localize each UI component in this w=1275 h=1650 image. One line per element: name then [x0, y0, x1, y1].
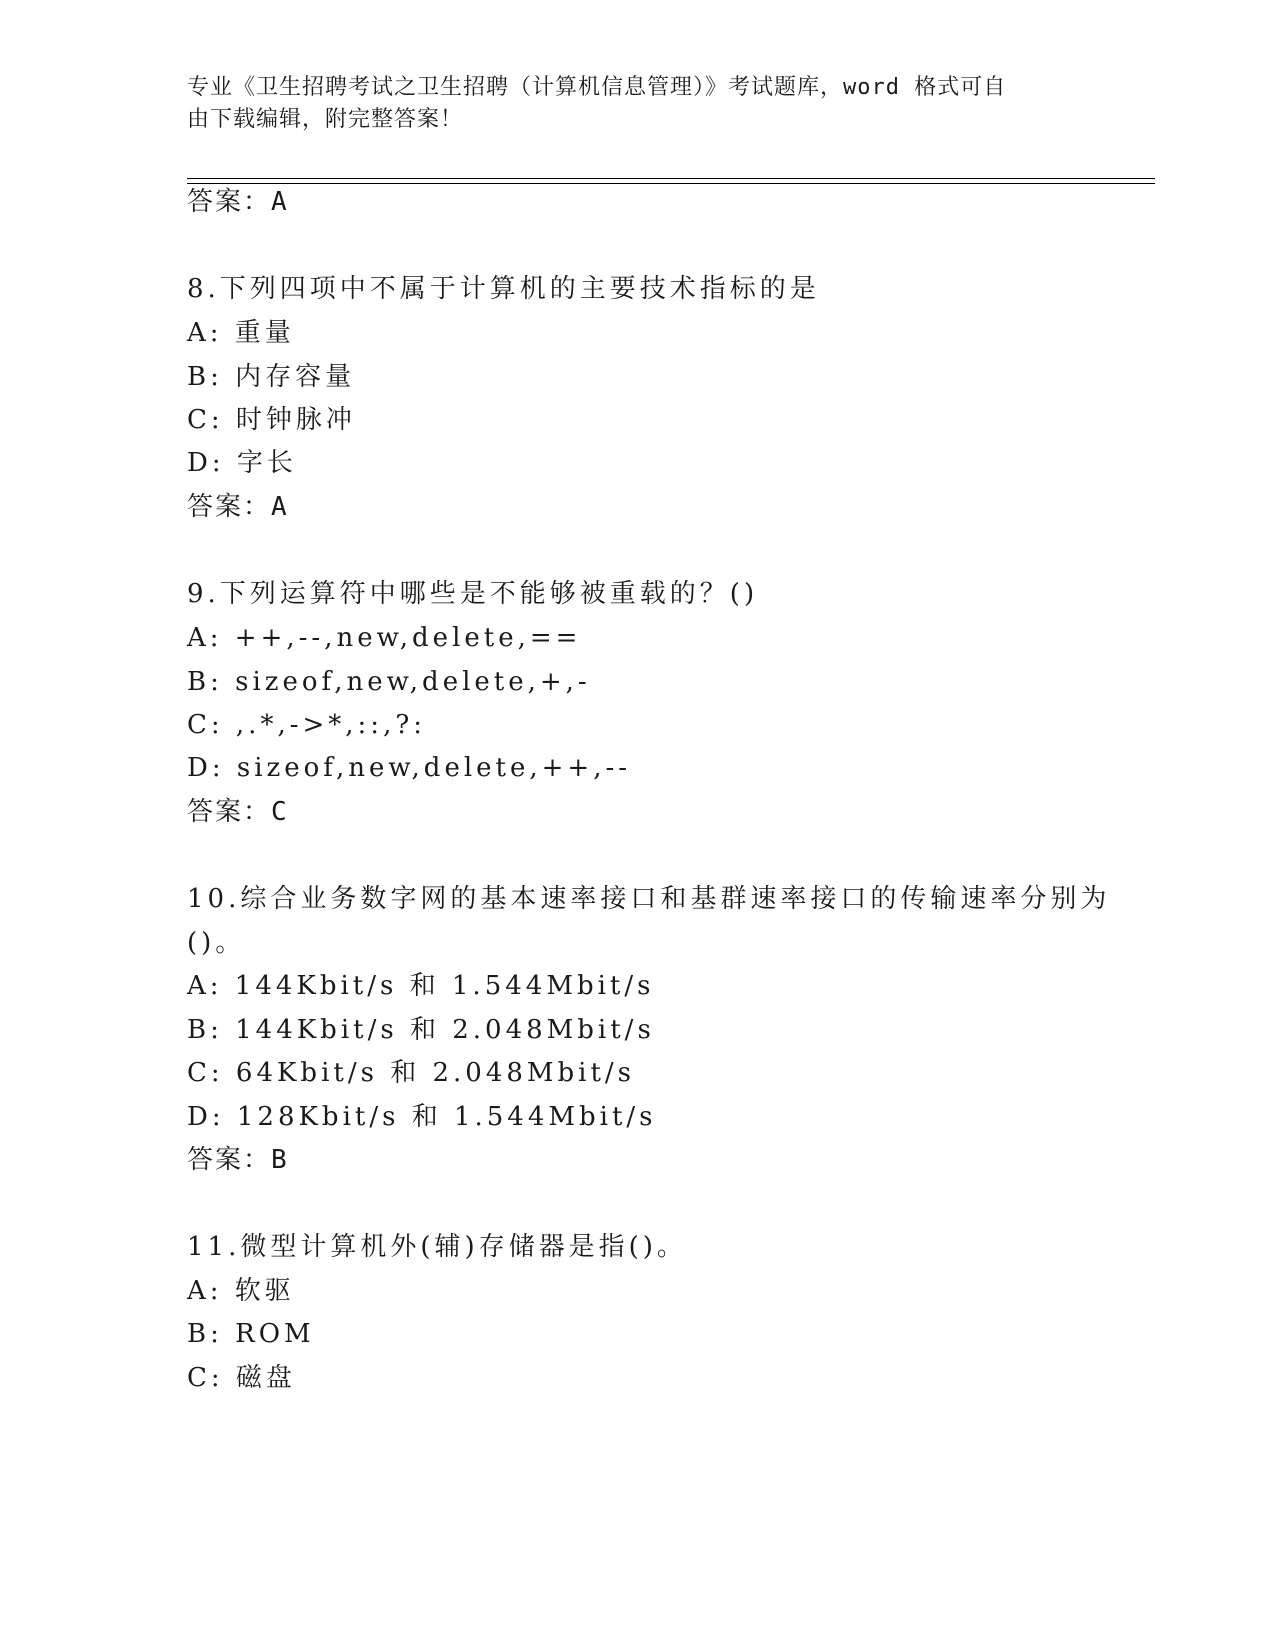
question-10-text: 10.综合业务数字网的基本速率接口和基群速率接口的传输速率分别为 — [187, 884, 1111, 914]
header-divider-top — [187, 178, 1155, 179]
question-10-option-c: C: 64Kbit/s 和 2.048Mbit/s — [187, 1058, 636, 1088]
answer-q9: 答案：C — [187, 797, 289, 827]
document-header-note — [187, 72, 1067, 136]
answer-q8: 答案：A — [187, 492, 289, 522]
question-8-option-c: C: 时钟脉冲 — [187, 405, 356, 435]
question-8-option-d: D: 字长 — [187, 448, 297, 478]
question-11-option-c: C: 磁盘 — [187, 1363, 296, 1393]
answer-q10: 答案：B — [187, 1145, 289, 1175]
question-11-text: 11.微型计算机外(辅)存储器是指()。 — [187, 1232, 687, 1262]
question-10-option-b: B: 144Kbit/s 和 2.048Mbit/s — [187, 1015, 655, 1045]
question-10-option-d: D: 128Kbit/s 和 1.544Mbit/s — [187, 1102, 657, 1132]
question-9-option-d: D: sizeof,new,delete,++,-- — [187, 753, 632, 783]
header-divider-bottom — [187, 183, 1155, 184]
question-10-text-continued: ()。 — [187, 928, 246, 958]
question-9-option-a: A: ++,--,new,delete,== — [187, 623, 582, 653]
question-9-text: 9.下列运算符中哪些是不能够被重载的？() — [187, 579, 759, 609]
question-11-option-a: A: 软驱 — [187, 1276, 295, 1306]
question-10-option-a: A: 144Kbit/s 和 1.544Mbit/s — [187, 971, 655, 1001]
header-line-2: 由下载编辑，附完整答案！ — [187, 107, 464, 132]
question-9-option-b: B: sizeof,new,delete,+,- — [187, 667, 591, 697]
question-8-option-a: A: 重量 — [187, 318, 295, 348]
question-9-option-c: C: ,.*,->*,::,?: — [187, 710, 427, 740]
answer-q7: 答案：A — [187, 187, 289, 217]
question-11-option-b: B: ROM — [187, 1319, 315, 1349]
header-line-1: 专业《卫生招聘考试之卫生招聘（计算机信息管理）》考试题库，word 格式可自 — [187, 75, 1007, 100]
question-8-text: 8.下列四项中不属于计算机的主要技术指标的是 — [187, 274, 820, 304]
question-8-option-b: B: 内存容量 — [187, 362, 356, 392]
